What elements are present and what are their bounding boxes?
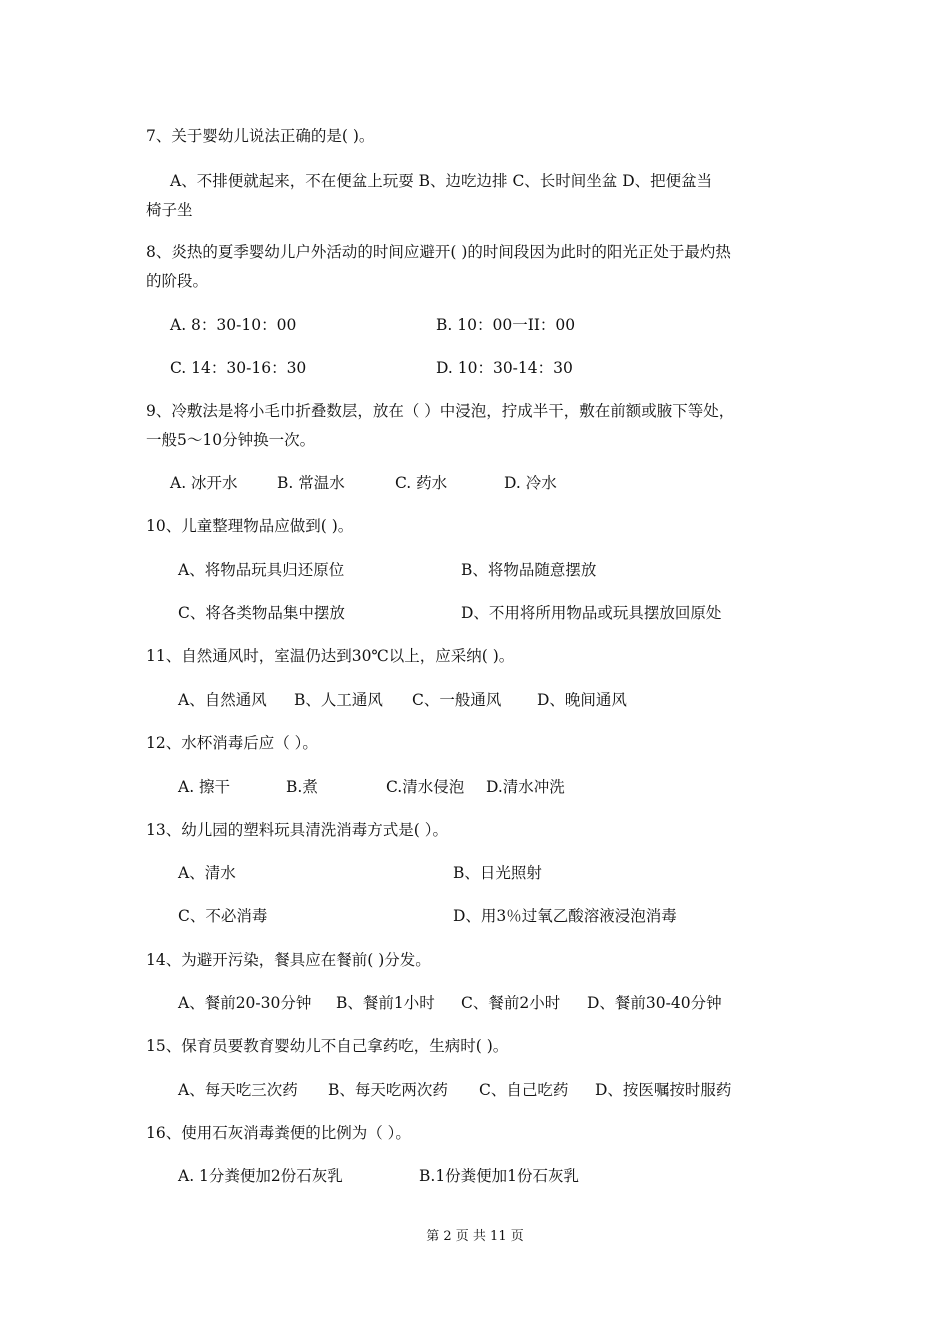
question-10-option-a: A、将物品玩具归还原位 (178, 561, 345, 579)
page-number-footer: 第 2 页 共 11 页 (426, 1229, 524, 1244)
question-15-option-d: D、按医嘱按时服药 (595, 1081, 732, 1099)
question-11-option-b: B、人工通风 (294, 691, 383, 709)
question-11-option-d: D、晚间通风 (537, 691, 627, 709)
question-14-option-a: A、餐前20-30分钟 (178, 994, 312, 1012)
question-9-option-d: D. 冷水 (504, 474, 557, 492)
question-13-stem: 13、幼儿园的塑料玩具清洗消毒方式是( ）。 (146, 821, 448, 839)
question-9-stem: 9、冷敷法是将小毛巾折叠数层，放在（ ）中浸泡，拧成半干，敷在前额或腋下等处， (146, 402, 735, 420)
question-8-option-c: C. 14：30-16：30 (170, 359, 307, 377)
question-15-option-b: B、每天吃两次药 (328, 1081, 448, 1099)
question-15-stem: 15、保育员要教育婴幼儿不自己拿药吃，生病时( )。 (146, 1037, 509, 1055)
question-7-options: A、不排便就起来，不在便盆上玩耍 B、边吃边排 C、长时间坐盆 D、把便盆当 (170, 172, 713, 190)
question-7-stem: 7、关于婴幼儿说法正确的是( )。 (146, 127, 375, 145)
question-7-options-continued: 椅子坐 (146, 201, 193, 219)
question-14-option-b: B、餐前1小时 (336, 994, 435, 1012)
question-12-option-d: D.清水冲洗 (486, 778, 565, 796)
question-13-option-b: B、日光照射 (453, 864, 542, 882)
question-14-stem: 14、为避开污染，餐具应在餐前( )分发。 (146, 951, 431, 969)
question-13-option-d: D、用3％过氧乙酸溶液浸泡消毒 (453, 907, 677, 925)
question-16-option-b: B.1份粪便加1份石灰乳 (419, 1167, 580, 1185)
question-8-stem: 8、炎热的夏季婴幼儿户外活动的时间应避开( )的时间段因为此时的阳光正处于最灼热 (146, 243, 731, 261)
question-11-stem: 11、自然通风时，室温仍达到30℃以上，应采纳( )。 (146, 647, 515, 665)
question-13-option-a: A、清水 (178, 864, 236, 882)
question-10-option-b: B、将物品随意摆放 (461, 561, 597, 579)
question-9-stem-continued: 一般5～10分钟换一次。 (146, 431, 316, 449)
question-8-option-a: A. 8：30-10：00 (170, 316, 297, 334)
question-8-stem-continued: 的阶段。 (146, 272, 209, 290)
question-12-option-a: A. 擦干 (178, 778, 231, 796)
question-11-option-c: C、一般通风 (412, 691, 502, 709)
question-12-option-b: B.煮 (286, 778, 318, 796)
question-8-option-b: B. 10：00一II：00 (436, 316, 576, 334)
question-12-stem: 12、水杯消毒后应（ ）。 (146, 734, 318, 752)
question-14-option-c: C、餐前2小时 (461, 994, 561, 1012)
question-12-option-c: C.清水侵泡 (386, 778, 465, 796)
question-9-option-b: B. 常温水 (277, 474, 345, 492)
question-16-stem: 16、使用石灰消毒粪便的比例为（ ）。 (146, 1124, 411, 1142)
question-9-option-a: A. 冰开水 (170, 474, 238, 492)
question-10-stem: 10、儿童整理物品应做到( )。 (146, 517, 354, 535)
question-11-option-a: A、自然通风 (178, 691, 267, 709)
question-9-option-c: C. 药水 (395, 474, 448, 492)
question-13-option-c: C、不必消毒 (178, 907, 268, 925)
question-14-option-d: D、餐前30-40分钟 (587, 994, 722, 1012)
question-16-option-a: A. 1分粪便加2份石灰乳 (178, 1167, 343, 1185)
question-15-option-a: A、每天吃三次药 (178, 1081, 298, 1099)
question-8-option-d: D. 10：30-14：30 (436, 359, 573, 377)
question-10-option-d: D、不用将所用物品或玩具摆放回原处 (461, 604, 722, 622)
question-10-option-c: C、将各类物品集中摆放 (178, 604, 345, 622)
question-15-option-c: C、自己吃药 (479, 1081, 569, 1099)
